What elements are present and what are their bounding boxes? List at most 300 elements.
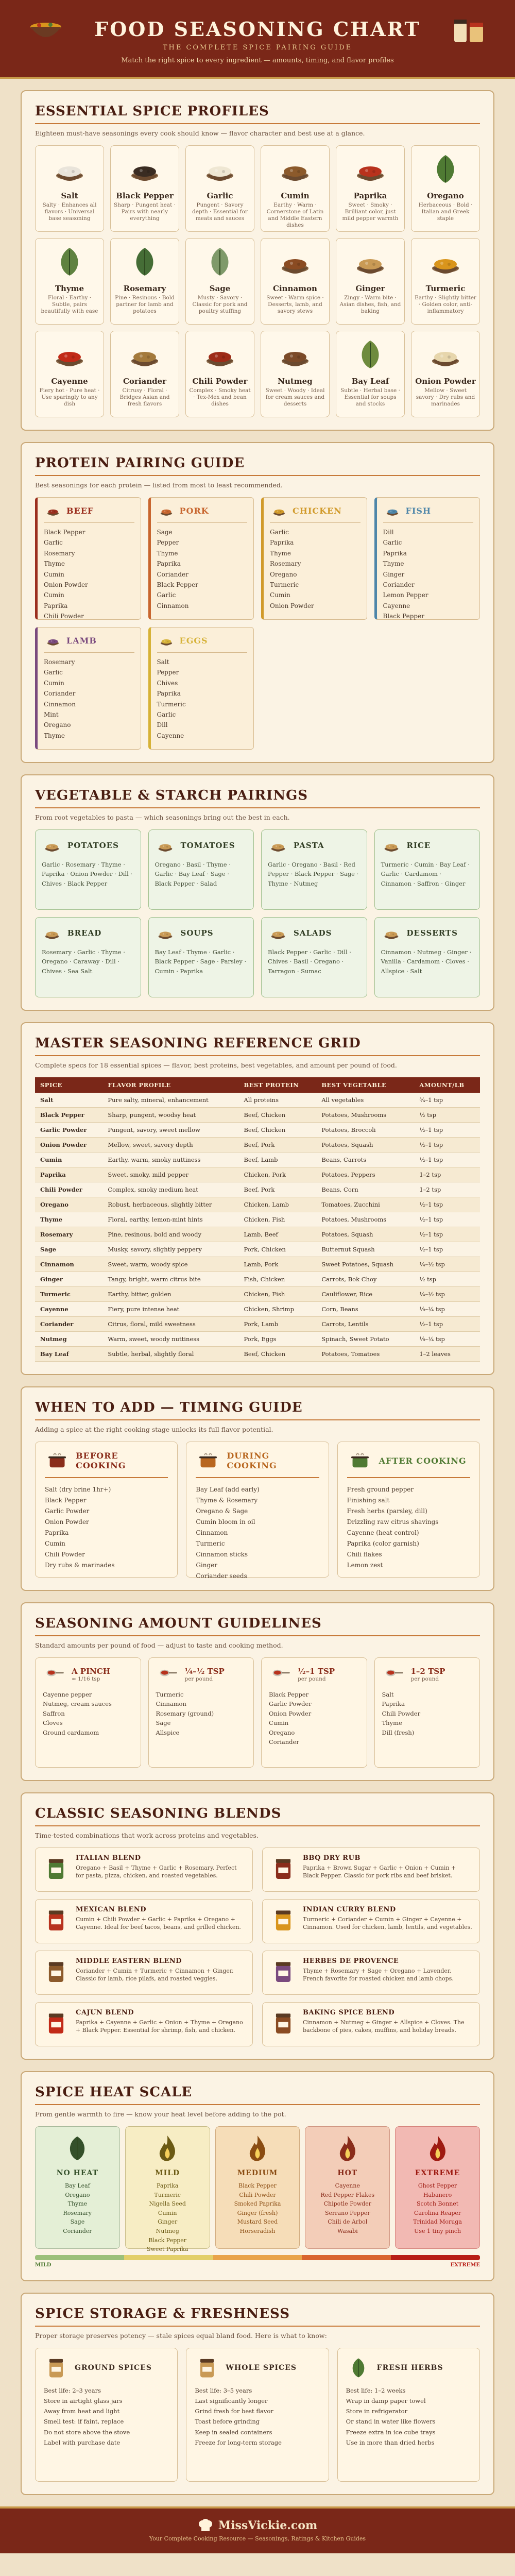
list-item: Cloves [43,1719,63,1727]
list-item: Salt [157,658,169,666]
table-cell: Chicken, Pork [238,1167,316,1182]
table-cell: Sweet, smoky, mild pepper [102,1167,238,1182]
amount-unit: per pound [298,1676,326,1682]
amount-grid [35,1657,480,1768]
list-item: Onion Powder [270,602,314,609]
amount-unit: per pound [410,1676,439,1682]
section-desc: Proper storage preserves potency — stale spices equal bland food. Here is what to know: [35,2332,327,2340]
table-cell: Beef, Chicken [238,1108,316,1123]
footer-site-link[interactable]: MissVickie.com [218,2519,318,2532]
amount-heading [72,1667,110,1682]
eggs-icon [157,633,176,648]
veg-card [35,829,141,910]
list-item: Mustard Seed [237,2218,278,2226]
spice-name: Oregano [427,191,464,200]
veg-spice-list: Garlic · Rosemary · Thyme · Paprika · Onion Powder · Dill · Chives · Black Pepper [42,861,133,887]
list-item: Rosemary [44,549,75,557]
list-item: Thyme [44,560,65,568]
list-item: Onion Powder [269,1709,312,1717]
veg-card-header [268,924,360,942]
list-item: Turmeric [196,1540,225,1547]
protein-spice-list [44,527,134,622]
list-item: Use in more than dried herbs [346,2438,435,2446]
spice-desc: Earthy · Warm · Cornerstone of Latin and Middle Eastern dishes [266,202,324,229]
list-item: Cinnamon [157,602,189,609]
spice-card [35,331,104,417]
table-cell: 1–2 tsp [414,1182,480,1197]
amount-value: 1–2 TSP [410,1667,445,1676]
list-item: Ground cardamom [43,1728,99,1736]
list-item: Paprika [157,690,181,698]
timing-name: BEFORE COOKING [76,1451,126,1470]
table-cell: Carrots, Lentils [316,1317,414,1332]
table-cell: Beef, Pork [238,1138,316,1153]
veg-section [21,774,494,1011]
reference-section [21,1022,494,1375]
list-item: Paprika [382,1700,405,1708]
list-item: Rosemary [63,2209,92,2216]
spice-profile-grid [35,145,480,417]
list-item: Coriander [383,581,415,588]
spice-jars-icon [451,15,487,44]
blend-name: BAKING SPICE BLEND [303,2009,395,2016]
amount-unit: ≈ 1/16 tsp [72,1676,100,1682]
list-item: Cinnamon [196,1529,228,1536]
list-item: Onion Powder [45,1518,89,1526]
list-item: Paprika [44,602,68,609]
heat-mild-label: MILD [35,2262,52,2268]
veg-spice-list: Black Pepper · Garlic · Dill · Chives · Basil · Oregano · Tarragon · Sumac [268,948,351,975]
spice-card [261,145,330,232]
table-row [35,1302,480,1317]
list-item: Garlic [44,669,63,676]
protein-card [374,497,480,620]
list-item: Freeze extra in ice cube trays [346,2428,436,2436]
heat-level: NO HEAT [56,2169,99,2177]
provence-jar-icon [270,1957,297,1986]
veg-name: DESSERTS [406,928,458,938]
table-header: SPICE [35,1077,102,1093]
spice-name: Onion Powder [415,377,476,386]
cinnamon-icon [277,244,313,280]
table-row [35,1272,480,1287]
heat-bar-segment [35,2255,124,2260]
list-item: Dill (fresh) [382,1728,415,1736]
blend-desc: Oregano + Basil + Thyme + Garlic + Rosemary. Perfect for pasta, pizza, chicken, and roasted vegetables. [76,1865,237,1879]
spice-name: Cayenne [51,377,88,386]
blend-body [303,1906,472,1937]
salt-icon [52,151,88,187]
veg-name: SALADS [294,928,332,938]
list-item: Use 1 tiny pinch [414,2227,461,2234]
divider [35,2326,480,2327]
spice-desc: Floral · Earthy · Subtle, pairs beautifully with ease [41,295,98,315]
amount-value: A PINCH [72,1667,110,1676]
table-cell: Ginger [35,1272,102,1287]
blend-body [76,1906,245,1937]
dessert-icon [381,924,402,942]
spice-desc: Citrusy · Floral · Bridges Asian and fresh flavors [119,387,170,408]
table-cell: Cumin [35,1153,102,1167]
timing-card [186,1442,329,1578]
spice-card [336,238,405,325]
table-cell: Pork, Eggs [238,1332,316,1347]
table-cell: Chicken, Shrimp [238,1302,316,1317]
list-item: Coriander [44,690,76,698]
list-item: Black Pepper [45,1497,87,1504]
timing-card-header [347,1449,470,1478]
table-cell: ¼–½ tsp [414,1287,480,1302]
storage-card [186,2348,329,2482]
table-cell: Rosemary [35,1227,102,1242]
spice-card [110,145,179,232]
amount-value: ½–1 TSP [298,1667,335,1676]
list-item: Turmeric [156,1691,184,1698]
spice-name: Black Pepper [116,191,174,200]
list-item: Dill [383,529,394,536]
blend-desc: Cinnamon + Nutmeg + Ginger + Allspice + Cloves. The backbone of pies, cakes, muffins, and holiday breads. [303,2019,465,2034]
spice-name: Salt [61,191,78,200]
list-item: Coriander [269,1738,299,1745]
list-item: Chili Powder [382,1709,421,1717]
table-cell: Oregano [35,1197,102,1212]
list-item: Dill [157,721,168,729]
veg-name: POTATOES [67,841,119,850]
spice-name: Chili Powder [192,377,248,386]
footer-brand [0,2519,515,2532]
table-cell: Lamb, Pork [238,1257,316,1272]
bbq-jar-icon [270,1854,297,1883]
blend-desc: Paprika + Cayenne + Garlic + Onion + Thyme + Oregano + Black Pepper. Essential for shrimp, fish, and chicken. [76,2019,243,2034]
list-item: Rosemary (ground) [156,1709,214,1717]
table-row [35,1287,480,1302]
table-row [35,1197,480,1212]
table-cell: ¼–½ tsp [414,1257,480,1272]
list-item: Sweet Paprika [146,2246,188,2253]
fresh-herb-icon [346,2355,371,2380]
spice-desc: Complex · Smoky heat · Tex-Mex and bean dishes [189,387,251,408]
list-item: Label with purchase date [44,2438,121,2446]
heat-list [40,2181,115,2236]
storage-card-header [195,2355,320,2380]
list-item: Cayenne [157,732,184,739]
spice-name: Ginger [355,284,385,293]
spice-card [185,238,254,325]
spice-desc: Sweet · Smoky · Brilliant color, just mild pepper warmth [342,202,399,222]
pinch-icon [43,1664,66,1685]
table-cell: Chicken, Fish [238,1212,316,1227]
table-header: BEST PROTEIN [238,1077,316,1093]
heat-scale-labels [35,2262,480,2268]
timing-list [347,1484,470,1571]
spice-name: Cinnamon [273,284,317,293]
list-item: Ghost Pepper [418,2182,457,2189]
heat-section [21,2071,494,2281]
veg-spice-list: Rosemary · Garlic · Thyme · Oregano · Caraway · Dill · Chives · Sea Salt [42,948,125,975]
list-item: Do not store above the stove [44,2428,130,2436]
heat-list [310,2181,385,2236]
table-cell: Onion Powder [35,1138,102,1153]
list-item: Oregano [44,721,71,729]
spice-desc: Earthy · Slightly bitter · Golden color, anti-inflammatory [415,295,476,315]
thyme-icon [52,244,88,280]
spice-desc: Mellow · Sweet savory · Dry rubs and marinades [416,387,475,408]
table-cell: Warm, sweet, woody nuttiness [102,1332,238,1347]
table-cell: Potatoes, Tomatoes [316,1347,414,1362]
spice-name: Bay Leaf [351,377,389,386]
list-item: Best life: 1–2 weeks [346,2387,406,2394]
list-item: Turmeric [154,2191,181,2198]
table-cell: Potatoes, Squash [316,1227,414,1242]
protein-name: BEEF [66,505,94,516]
table-cell: ½ tsp [414,1272,480,1287]
veg-name: BREAD [67,928,102,938]
mexican-jar-icon [43,1906,70,1935]
table-cell: Beef, Lamb [238,1153,316,1167]
table-cell: ½–1 tsp [414,1138,480,1153]
veg-spice-list: Bay Leaf · Thyme · Garlic · Black Pepper · Sage · Parsley · Cumin · Paprika [154,948,247,975]
list-item: Nigella Seed [149,2200,186,2208]
potato-icon [42,836,62,855]
table-cell: Thyme [35,1212,102,1227]
spice-desc: Herbaceous · Bold · Italian and Greek staple [418,202,473,222]
table-cell: Robust, herbaceous, slightly bitter [102,1197,238,1212]
table-cell: Chili Powder [35,1182,102,1197]
table-row [35,1347,480,1362]
storage-card [35,2348,178,2482]
pork-icon [157,503,176,518]
spice-card [110,331,179,417]
table-row [35,1242,480,1257]
list-item: Smell test: if faint, replace [44,2418,124,2426]
table-cell: ½–1 tsp [414,1212,480,1227]
list-item: Cayenne pepper [43,1691,92,1698]
list-item: Oregano [269,1728,295,1736]
table-row [35,1123,480,1138]
full-spoon-icon [382,1664,406,1685]
spice-card [35,145,104,232]
table-cell: Complex, smoky medium heat [102,1182,238,1197]
table-row [35,1167,480,1182]
list-item: Cayenne [335,2182,360,2189]
protein-card [148,497,254,620]
salad-icon [268,924,288,942]
timing-card-header [45,1449,168,1478]
table-cell: Garlic Powder [35,1123,102,1138]
heat-card [35,2126,120,2249]
middle-eastern-jar-icon [43,1957,70,1986]
table-cell: Musky, savory, slightly peppery [102,1242,238,1257]
list-item: Toast before grinding [195,2418,260,2426]
table-cell: ⅛–¼ tsp [414,1302,480,1317]
list-item: Mint [44,710,59,718]
spice-desc: Sweet · Woody · Ideal for cream sauces and desserts [265,387,325,408]
table-cell: Lamb, Beef [238,1227,316,1242]
heat-card [215,2126,300,2249]
amount-list [382,1690,473,1737]
chili-powder-icon [202,336,238,372]
divider [35,1635,480,1636]
amount-list [156,1690,247,1737]
list-item: Chili Powder [44,613,84,620]
table-cell: Potatoes, Mushrooms [316,1212,414,1227]
veg-spice-list: Garlic · Oregano · Basil · Red Pepper · Black Pepper · Sage · Thyme · Nutmeg [268,861,359,887]
section-desc: Standard amounts per pound of food — adjust to taste and cooking method. [35,1641,283,1649]
table-cell: Mellow, sweet, savory depth [102,1138,238,1153]
divider [35,1825,480,1826]
amount-list [269,1690,359,1747]
blend-card [262,1848,480,1892]
list-item: Cinnamon [44,700,76,708]
blends-grid [35,1848,480,2046]
protein-spice-list [270,527,360,611]
list-item: Grind fresh for best flavor [195,2408,273,2415]
storage-name: GROUND SPICES [75,2364,152,2372]
list-item: Carolina Reaper [414,2209,461,2216]
beef-icon [44,503,62,518]
pan-icon [196,1449,220,1472]
turmeric-icon [427,244,464,280]
timing-card [35,1442,178,1578]
list-item: Trinidad Moruga [413,2218,462,2226]
table-cell: Salt [35,1093,102,1108]
list-item: Saffron [43,1709,65,1717]
list-item: Chili flakes [347,1551,382,1558]
divider [35,475,480,476]
list-item: Nutmeg [156,2227,179,2234]
table-cell: Beans, Carrots [316,1153,414,1167]
herb-bowl-icon [347,1449,373,1472]
list-item: Oregano & Sage [196,1507,248,1515]
protein-spice-list [157,527,248,611]
amount-card-header [382,1664,473,1685]
table-cell: Pork, Chicken [238,1242,316,1257]
pot-icon [45,1449,70,1472]
veg-spice-list: Turmeric · Cumin · Bay Leaf · Garlic · Cardamom · Cinnamon · Saffron · Ginger [381,861,470,887]
list-item: Chili Powder [45,1551,85,1558]
protein-card [35,497,141,620]
cayenne-icon [52,336,88,372]
timing-section [21,1386,494,1591]
list-item: Chili de Arbol [328,2218,368,2226]
blend-name: ITALIAN BLEND [76,1854,141,1862]
veg-card [261,917,367,997]
divider [35,807,480,808]
blend-name: BBQ DRY RUB [303,1854,360,1862]
spice-card [336,331,405,417]
garlic-icon [202,151,238,187]
table-row [35,1138,480,1153]
amount-card [148,1657,254,1768]
spice-card [261,331,330,417]
list-item: Salt (dry brine 1hr+) [45,1486,111,1493]
list-item: Coriander seeds [196,1572,247,1580]
veg-card-header [155,924,248,942]
protein-name: FISH [405,505,432,516]
blend-desc: Paprika + Brown Sugar + Garlic + Onion + Cumin + Black Pepper. Classic for pork ribs and beef brisket. [303,1865,456,1879]
table-cell: Pure salty, mineral, enhancement [102,1093,238,1108]
table-cell: ½–1 tsp [414,1123,480,1138]
list-item: Garlic [44,539,63,547]
list-item: Store in refrigerator [346,2408,408,2415]
list-item: Freeze for long-term storage [195,2438,282,2446]
divider [35,2104,480,2105]
table-cell: Chicken, Fish [238,1287,316,1302]
amount-card-header [43,1664,133,1685]
page-subtitle: THE COMPLETE SPICE PAIRING GUIDE [162,44,353,52]
timing-card-header [196,1449,319,1478]
blends-section [21,1792,494,2060]
bay-leaf-icon [352,336,388,372]
table-row [35,1093,480,1108]
spice-desc: Sweet · Warm spice · Desserts, lamb, and savory stews [266,295,324,315]
rosemary-icon [127,244,163,280]
blend-name: INDIAN CURRY BLEND [303,1906,396,1913]
list-item: Chives [157,679,178,687]
list-item: Thyme & Rosemary [196,1497,258,1504]
rice-icon [381,836,402,855]
heat-scale-bar [35,2255,480,2260]
table-cell: Sweet Potatoes, Squash [316,1257,414,1272]
table-cell: ⅛–¼ tsp [414,1332,480,1347]
list-item: Fresh herbs (parsley, dill) [347,1507,427,1515]
table-row [35,1212,480,1227]
veg-name: PASTA [294,841,324,850]
section-title: ESSENTIAL SPICE PROFILES [35,104,269,119]
table-cell: Chicken, Lamb [238,1197,316,1212]
nutmeg-icon [277,336,313,372]
section-title: PROTEIN PAIRING GUIDE [35,455,245,471]
spice-name: Turmeric [425,284,466,293]
table-cell: ¾–1 tsp [414,1093,480,1108]
protein-name: EGGS [179,635,208,646]
list-item: Garlic [157,591,176,599]
page-title: FOOD SEASONING CHART [94,18,421,41]
list-item: Garlic [157,710,176,718]
heat-level: HOT [337,2169,358,2177]
veg-card-header [268,836,360,855]
table-cell: Beef, Pork [238,1182,316,1197]
list-item: Best life: 2–3 years [44,2387,101,2394]
fish-icon [383,503,402,518]
veg-card [261,829,367,910]
table-cell: Beans, Corn [316,1182,414,1197]
footer [0,2506,515,2553]
list-item: Pepper [157,669,179,676]
heat-level: EXTREME [415,2169,460,2177]
tomato-icon [155,836,176,855]
blend-body [76,1957,245,1988]
list-item: Cayenne (heat control) [347,1529,419,1536]
section-desc: Adding a spice at the right cooking stage unlocks its full flavor potential. [35,1426,273,1433]
list-item: Allspice [156,1728,180,1736]
heat-bar-segment [302,2255,391,2260]
list-item: Ginger [383,570,405,578]
list-item: Cayenne [383,602,410,609]
table-row [35,1182,480,1197]
table-row [35,1153,480,1167]
half-spoon-icon [269,1664,293,1685]
storage-card-header [44,2355,169,2380]
divider [35,1055,480,1056]
amount-card [374,1657,480,1768]
veg-name: RICE [406,841,431,850]
table-header: BEST VEGETABLE [316,1077,414,1093]
list-item: Cinnamon sticks [196,1551,248,1558]
table-cell: ½–1 tsp [414,1153,480,1167]
list-item: Onion Powder [44,581,88,588]
veg-spice-list: Cinnamon · Nutmeg · Ginger · Vanilla · Cardamom · Cloves · Allspice · Salt [381,948,472,975]
